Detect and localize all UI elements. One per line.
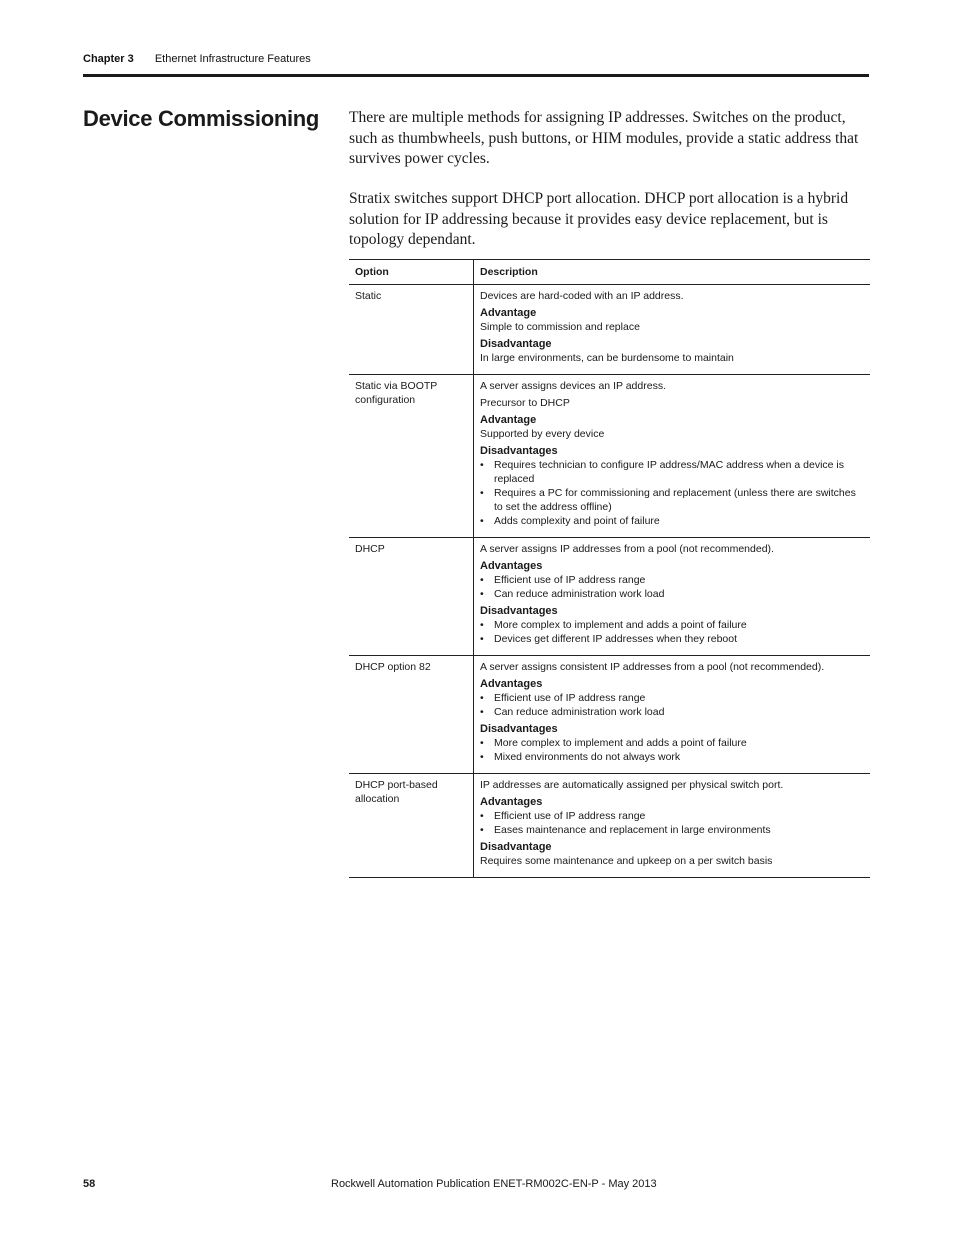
subheading-label: Advantages [480, 678, 543, 690]
option-cell: DHCP port-based allocation [349, 774, 474, 878]
subheading-label: Disadvantages [480, 723, 558, 735]
list-item: • Efficient use of IP address range [480, 809, 864, 823]
description-text: Supported by every device [480, 428, 605, 440]
intro-paragraph: There are multiple methods for assigning IP addresses. Switches on the product, such as thumbwheels, push buttons, or HIM modules, provide a static address that survives power cycles. [349, 109, 859, 167]
description-text: IP addresses are automatically assigned per physical switch port. [480, 779, 784, 791]
column-header-description: Description [474, 260, 871, 285]
bullet-list [480, 809, 864, 837]
subheading-label: Advantages [480, 560, 543, 572]
option-cell: DHCP [349, 538, 474, 656]
description-cell [474, 285, 871, 375]
subheading-label: Disadvantages [480, 605, 558, 617]
table-header-row [349, 260, 870, 285]
description-text: Requires some maintenance and upkeep on a per switch basis [480, 855, 773, 867]
chapter-number: Chapter 3 [83, 53, 134, 65]
list-item: • Can reduce administration work load [480, 705, 864, 719]
description-text: A server assigns consistent IP addresses from a pool (not recommended). [480, 661, 825, 673]
chapter-title: Ethernet Infrastructure Features [154, 53, 311, 65]
options-table [349, 259, 870, 878]
publication-info: Rockwell Automation Publication ENET-RM002C-EN-P - May 2013 [331, 1178, 657, 1190]
running-header [83, 53, 311, 65]
bullet-list [480, 618, 864, 646]
table-row [349, 285, 870, 375]
list-item: • More complex to implement and adds a point of failure [480, 618, 864, 632]
option-cell: DHCP option 82 [349, 656, 474, 774]
list-item: • Requires a PC for commissioning and replacement (unless there are switches to set the address offline) [480, 486, 864, 514]
description-cell [474, 375, 871, 538]
list-item: • Requires technician to configure IP address/MAC address when a device is replaced [480, 458, 864, 486]
subheading-label: Disadvantage [480, 841, 552, 853]
list-item: • Adds complexity and point of failure [480, 514, 864, 528]
option-cell: Static via BOOTP configuration [349, 375, 474, 538]
list-item: • Efficient use of IP address range [480, 691, 864, 705]
description-text: A server assigns devices an IP address. [480, 380, 666, 392]
subheading-label: Disadvantage [480, 338, 552, 350]
description-text: Precursor to DHCP [480, 397, 570, 409]
list-item: • More complex to implement and adds a point of failure [480, 736, 864, 750]
table-row [349, 656, 870, 774]
list-item: • Eases maintenance and replacement in large environments [480, 823, 864, 837]
table-row [349, 375, 870, 538]
page-number: 58 [83, 1178, 96, 1190]
bullet-list [480, 691, 864, 719]
list-item: • Mixed environments do not always work [480, 750, 864, 764]
option-cell: Static [349, 285, 474, 375]
table-row [349, 774, 870, 878]
bullet-list [480, 573, 864, 601]
list-item: • Can reduce administration work load [480, 587, 864, 601]
subheading-label: Disadvantages [480, 445, 558, 457]
description-text: Devices are hard-coded with an IP address. [480, 290, 684, 302]
subheading-label: Advantage [480, 307, 537, 319]
subheading-label: Advantage [480, 414, 537, 426]
description-text: Simple to commission and replace [480, 321, 640, 333]
list-item: • Devices get different IP addresses when they reboot [480, 632, 864, 646]
column-header-option: Option [349, 260, 474, 285]
section-title: Device Commissioning [83, 106, 320, 131]
list-item: • Efficient use of IP address range [480, 573, 864, 587]
bullet-list [480, 736, 864, 764]
table-row [349, 538, 870, 656]
dhcp-paragraph: Stratix switches support DHCP port allocation. DHCP port allocation is a hybrid solution for IP addressing because it provides easy device replacement, but is topology dependant. [349, 190, 849, 248]
description-cell [474, 538, 871, 656]
table-body [349, 285, 870, 878]
subheading-label: Advantages [480, 796, 543, 808]
description-cell [474, 656, 871, 774]
description-text: In large environments, can be burdensome to maintain [480, 352, 734, 364]
description-text: A server assigns IP addresses from a pool (not recommended). [480, 543, 774, 555]
description-cell [474, 774, 871, 878]
bullet-list [480, 458, 864, 528]
header-rule [83, 74, 869, 77]
